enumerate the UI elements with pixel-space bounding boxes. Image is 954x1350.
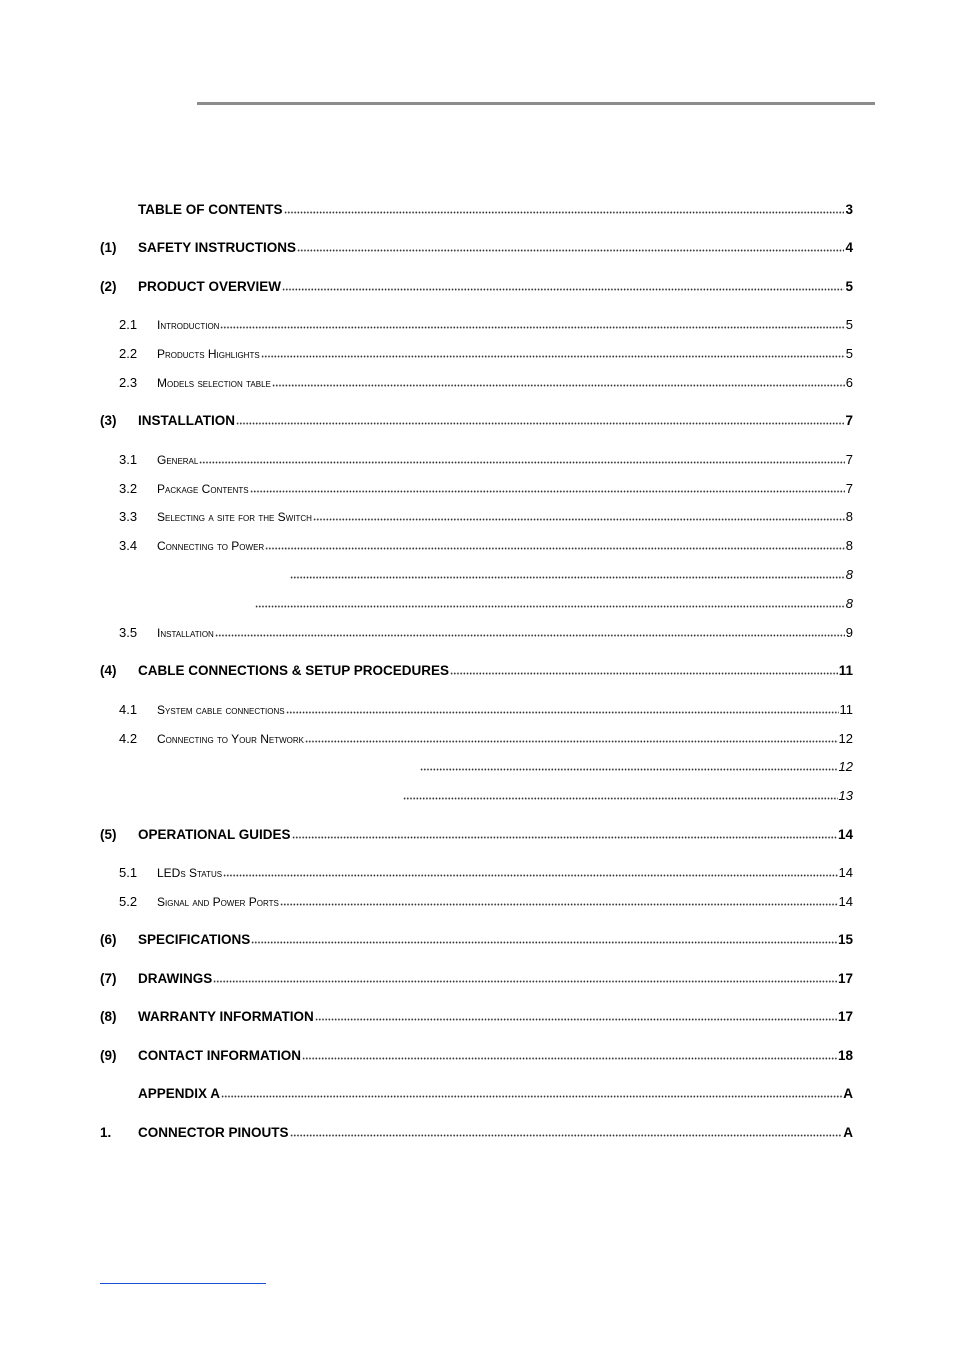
toc-entry-title: INSTALLATION xyxy=(138,413,235,428)
toc-entry-number: 4.2 xyxy=(119,731,138,746)
toc-entry-title: Package Contents xyxy=(157,482,249,496)
toc-entry-number: (1) xyxy=(100,240,117,255)
toc-entry-page: 11 xyxy=(838,663,853,678)
toc-entry-page: 7 xyxy=(845,481,853,496)
toc-entry-page: 6 xyxy=(845,375,853,390)
toc-entry-page: 12 xyxy=(838,731,853,746)
toc-entry-title: TABLE OF CONTENTS xyxy=(138,202,283,217)
toc-entry-number: 3.5 xyxy=(119,625,138,640)
footer-link-underline[interactable] xyxy=(100,1283,266,1284)
toc-entry-title: SPECIFICATIONS xyxy=(138,932,251,947)
toc-entry[interactable] xyxy=(100,860,853,880)
toc-entry[interactable] xyxy=(100,341,853,361)
dot-leader xyxy=(290,565,845,579)
toc-entry[interactable] xyxy=(100,562,853,582)
dot-leader xyxy=(315,1007,837,1021)
toc-entry[interactable] xyxy=(100,312,853,332)
dot-leader xyxy=(290,1123,843,1137)
dot-leader xyxy=(272,373,845,387)
toc-entry-title: Selecting a site for the Switch xyxy=(157,510,312,524)
toc-entry-number: (4) xyxy=(100,663,117,678)
dot-leader xyxy=(420,757,838,771)
dot-leader xyxy=(255,594,845,608)
toc-entry-page: 17 xyxy=(837,971,853,986)
toc-entry-title: CONNECTOR PINOUTS xyxy=(138,1125,289,1140)
toc-entry-number: (9) xyxy=(100,1048,117,1063)
toc-entry-page: 9 xyxy=(845,625,853,640)
dot-leader xyxy=(261,344,845,358)
toc-entry-page: A xyxy=(843,1086,853,1101)
toc-entry-page: 14 xyxy=(838,865,853,880)
dot-leader xyxy=(284,200,845,214)
dot-leader xyxy=(292,825,837,839)
toc-entry[interactable] xyxy=(100,1120,853,1140)
toc-entry-page: 5 xyxy=(845,279,853,294)
toc-entry-page: 14 xyxy=(837,827,853,842)
dot-leader xyxy=(313,507,845,521)
dot-leader xyxy=(221,1084,842,1098)
toc-entry-page: 5 xyxy=(845,317,853,332)
toc-entry-title: Introduction xyxy=(157,318,220,332)
toc-entry-title: DRAWINGS xyxy=(138,971,213,986)
dot-leader xyxy=(305,729,838,743)
toc-entry[interactable] xyxy=(100,1043,853,1063)
toc-entry-page: 4 xyxy=(845,240,853,255)
toc-entry-page: A xyxy=(843,1125,853,1140)
toc-entry-number: 5.1 xyxy=(119,865,138,880)
toc-entry[interactable] xyxy=(100,1004,853,1024)
toc-entry-number: (5) xyxy=(100,827,117,842)
toc-entry-title: LEDs Status xyxy=(157,866,223,880)
toc-entry-number: 2.2 xyxy=(119,346,138,361)
toc-entry-page: 14 xyxy=(838,894,853,909)
toc-entry[interactable] xyxy=(100,504,853,524)
toc-entry-page: 13 xyxy=(838,788,853,803)
toc-entry-page: 15 xyxy=(837,932,853,947)
toc-entry-title: Models selection table xyxy=(157,376,271,390)
toc-entry-number: (2) xyxy=(100,279,117,294)
toc-entry-page: 8 xyxy=(845,567,853,582)
toc-entry[interactable] xyxy=(100,447,853,467)
toc-entry-page: 3 xyxy=(845,202,853,217)
toc-entry[interactable] xyxy=(100,822,853,842)
toc-entry-title: CABLE CONNECTIONS & SETUP PROCEDURES xyxy=(138,663,450,678)
toc-entry-page: 17 xyxy=(837,1009,853,1024)
dot-leader xyxy=(450,661,838,675)
toc-entry-page: 11 xyxy=(839,702,853,717)
toc-entry-page: 8 xyxy=(845,596,853,611)
toc-entry-page: 5 xyxy=(845,346,853,361)
toc-entry[interactable] xyxy=(100,476,853,496)
toc-entry-title: SAFETY INSTRUCTIONS xyxy=(138,240,297,255)
toc-entry-title: PRODUCT OVERVIEW xyxy=(138,279,282,294)
toc-entry[interactable] xyxy=(100,697,853,717)
toc-entry-title: WARRANTY INFORMATION xyxy=(138,1009,314,1024)
toc-entry[interactable] xyxy=(100,620,853,640)
dot-leader xyxy=(265,536,845,550)
toc-entry-number: 3.3 xyxy=(119,509,138,524)
toc-entry-number: 3.1 xyxy=(119,452,138,467)
dot-leader xyxy=(236,411,844,425)
dot-leader xyxy=(403,786,838,800)
toc-entry-title: APPENDIX A xyxy=(138,1086,221,1101)
toc-entry-number: 5.2 xyxy=(119,894,138,909)
toc-entry[interactable] xyxy=(100,658,853,678)
toc-entry-page: 7 xyxy=(845,452,853,467)
dot-leader xyxy=(213,969,837,983)
toc-entry-number: 4.1 xyxy=(119,702,138,717)
toc-entry[interactable] xyxy=(100,591,853,611)
toc-entry-title: Products Highlights xyxy=(157,347,260,361)
toc-entry-title: General xyxy=(157,453,199,467)
toc-entry[interactable] xyxy=(100,408,853,428)
toc-entry-number: 2.1 xyxy=(119,317,138,332)
toc-entry-page: 8 xyxy=(845,509,853,524)
toc-entry-number: 1. xyxy=(100,1125,112,1140)
toc-entry-title: OPERATIONAL GUIDES xyxy=(138,827,291,842)
dot-leader xyxy=(251,930,837,944)
toc-entry-number: (6) xyxy=(100,932,117,947)
dot-leader xyxy=(220,315,844,329)
toc-entry-number: (8) xyxy=(100,1009,117,1024)
toc-entry[interactable] xyxy=(100,783,853,803)
toc-entry-page: 8 xyxy=(845,538,853,553)
toc-entry-number: (7) xyxy=(100,971,117,986)
dot-leader xyxy=(199,450,844,464)
toc-entry[interactable] xyxy=(100,1081,853,1101)
toc-entry-title: Connecting to Your Network xyxy=(157,732,304,746)
dot-leader xyxy=(280,892,838,906)
dot-leader xyxy=(250,479,845,493)
toc-entry-number: 3.4 xyxy=(119,538,138,553)
toc-entry[interactable] xyxy=(100,927,853,947)
dot-leader xyxy=(282,277,844,291)
toc-entry[interactable] xyxy=(100,726,853,746)
toc-entry-page: 12 xyxy=(838,759,853,774)
dot-leader xyxy=(286,700,839,714)
toc-entry-title: Installation xyxy=(157,626,214,640)
table-of-contents xyxy=(100,0,853,1350)
toc-entry[interactable] xyxy=(100,754,853,774)
toc-entry-title: Signal and Power Ports xyxy=(157,895,279,909)
toc-entry-number: 2.3 xyxy=(119,375,138,390)
toc-entry[interactable] xyxy=(100,235,853,255)
toc-entry[interactable] xyxy=(100,533,853,553)
toc-entry[interactable] xyxy=(100,197,853,217)
toc-entry[interactable] xyxy=(100,274,853,294)
dot-leader xyxy=(223,863,837,877)
toc-entry-page: 18 xyxy=(837,1048,853,1063)
toc-entry-title: Connecting to Power xyxy=(157,539,265,553)
toc-entry-number: 3.2 xyxy=(119,481,138,496)
toc-entry[interactable] xyxy=(100,966,853,986)
toc-entry-page: 7 xyxy=(845,413,853,428)
dot-leader xyxy=(215,623,845,637)
dot-leader xyxy=(297,238,844,252)
toc-entry[interactable] xyxy=(100,889,853,909)
toc-entry-number: (3) xyxy=(100,413,117,428)
dot-leader xyxy=(302,1046,837,1060)
toc-entry-title: CONTACT INFORMATION xyxy=(138,1048,301,1063)
toc-entry[interactable] xyxy=(100,370,853,390)
toc-entry-title: System cable connections xyxy=(157,703,285,717)
